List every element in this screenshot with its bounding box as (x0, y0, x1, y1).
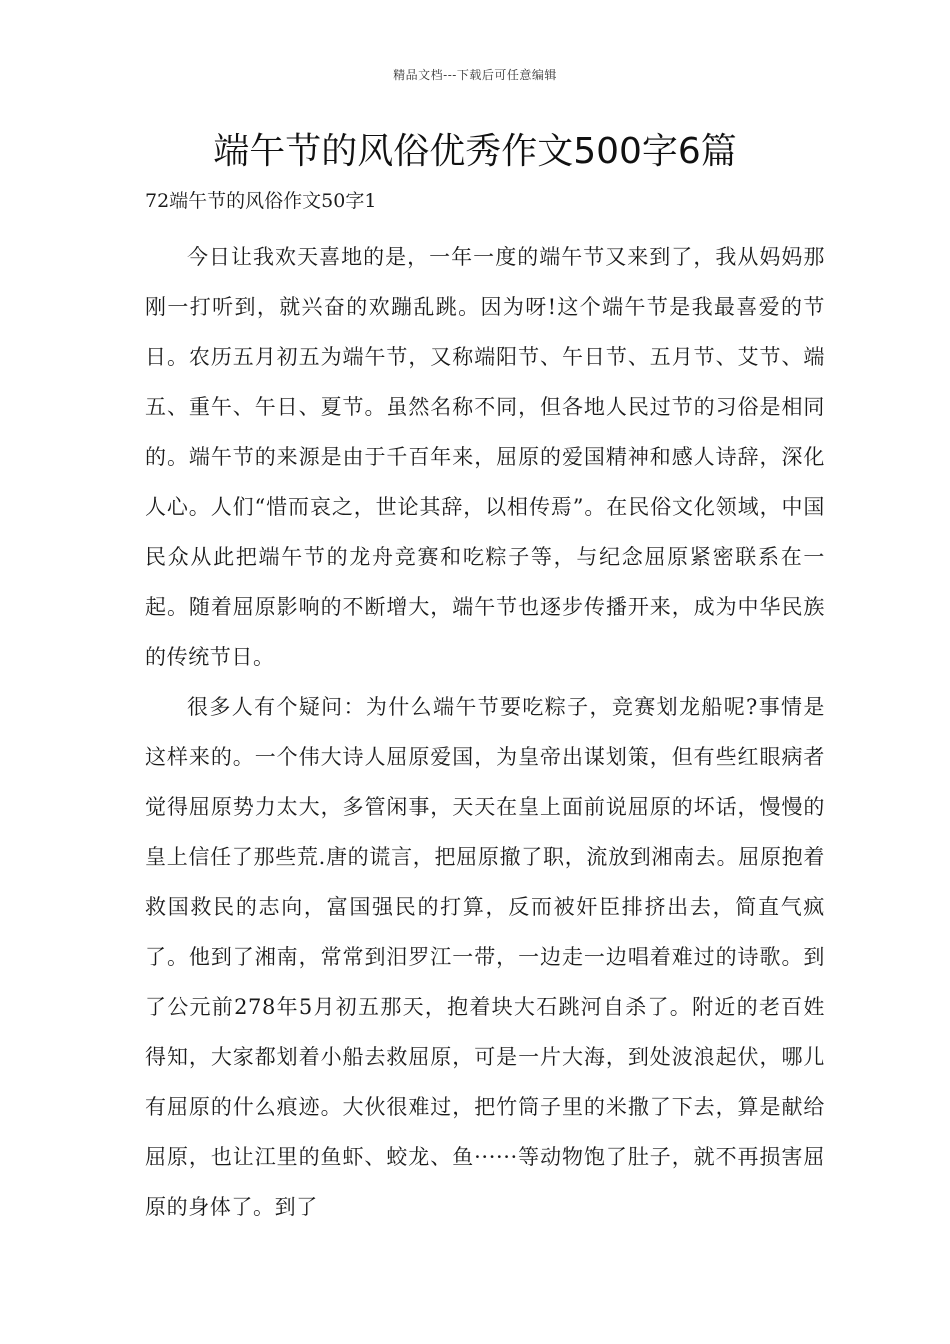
paragraph-2: 很多人有个疑问：为什么端午节要吃粽子，竞赛划龙船呢?事情是这样来的。一个伟大诗人屈原爱国，为皇帝出谋划策，但有些红眼病者觉得屈原势力太大，多管闲事，天天在皇上面前说屈原的坏话，慢慢的皇上信任了那些荒.唐的谎言，把屈原撤了职，流放到湘南去。屈原抱着救国救民的志向，富国强民的打算，反而被奸臣排挤出去，简直气疯了。他到了湘南，常常到汨罗江一带，一边走一边唱着难过的诗歌。到了公元前278年5月初五那天，抱着块大石跳河自杀了。附近的老百姓得知，大家都划着小船去救屈原，可是一片大海，到处波浪起伏，哪儿有屈原的什么痕迹。大伙很难过，把竹筒子里的米撒了下去，算是献给屈原，也让江里的鱼虾、蛟龙、鱼······等动物饱了肚子，就不再损害屈原的身体了。到了 (145, 695, 825, 1219)
body-text (145, 232, 825, 1232)
page-title: 端午节的风俗优秀作文500字6篇 (213, 131, 737, 172)
paragraph-1: 今日让我欢天喜地的是，一年一度的端午节又来到了，我从妈妈那刚一打听到，就兴奋的欢蹦乱跳。因为呀!这个端午节是我最喜爱的节日。农历五月初五为端午节，又称端阳节、午日节、五月节、艾节、端五、重午、午日、夏节。虽然名称不同，但各地人民过节的习俗是相同的。端午节的来源是由于千百年来，屈原的爱国精神和感人诗辞，深化人心。人们“惜而哀之，世论其辞，以相传焉”。在民俗文化领域，中国民众从此把端午节的龙舟竞赛和吃粽子等，与纪念屈原紧密联系在一起。随着屈原影响的不断增大，端午节也逐步传播开来，成为中华民族的传统节日。 (145, 245, 825, 669)
header-note: 精品文档---下载后可任意编辑 (393, 68, 557, 82)
subtitle: 72端午节的风俗作文50字1 (145, 190, 377, 212)
